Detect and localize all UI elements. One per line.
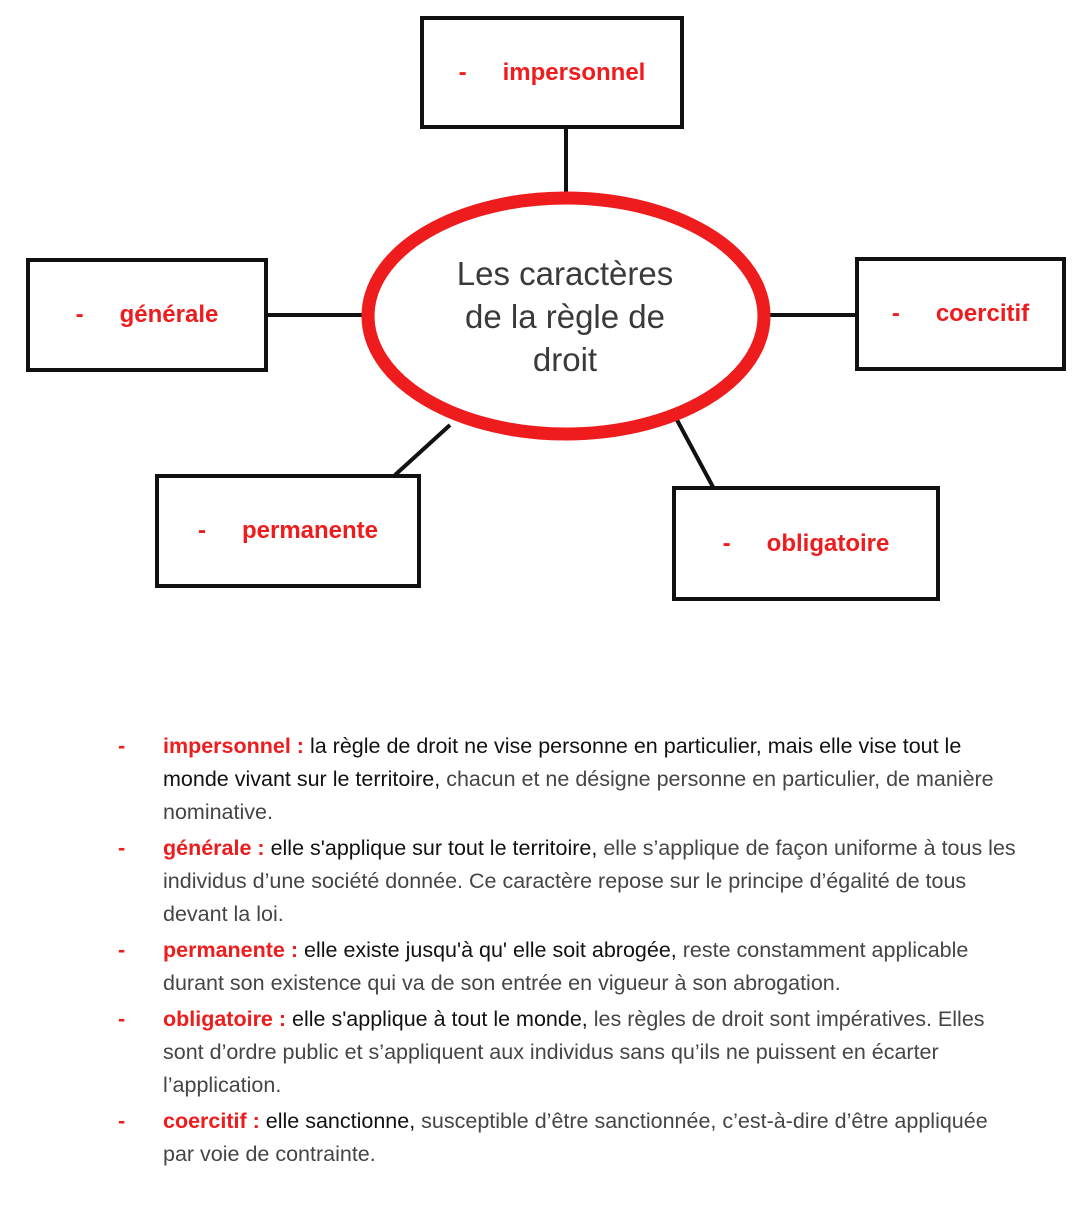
node-label: impersonnel	[502, 58, 646, 86]
definition-rest: chacun et ne désigne personne en particulier, de manière nominative.	[163, 767, 994, 824]
node-label: obligatoire	[766, 529, 890, 557]
center-title-line: Les caractères	[456, 255, 674, 292]
definition-main: elle sanctionne,	[265, 1109, 416, 1133]
bullet: -	[118, 734, 126, 758]
node-obligatoire	[672, 486, 940, 601]
definition-main: elle s'applique à tout le monde,	[292, 1007, 588, 1031]
node-dash: -	[458, 58, 467, 86]
definitions-list	[118, 730, 1018, 1174]
bullet: -	[118, 1109, 126, 1133]
node-dash: -	[722, 529, 731, 557]
node-dash: -	[891, 300, 900, 327]
node-label: générale	[119, 301, 219, 328]
definition-term: obligatoire :	[163, 1007, 287, 1031]
node-dash: -	[75, 301, 84, 328]
bullet: -	[118, 1007, 126, 1031]
center-title	[420, 252, 710, 381]
connector-obligatoire	[677, 420, 713, 487]
definition-rest: reste constamment applicable durant son existence qui va de son entrée en vigueur à son abrogation.	[163, 938, 969, 995]
definition-item	[118, 730, 1018, 829]
definition-rest: les règles de droit sont impératives. Elles sont d’ordre public et s’appliquent aux individus sans qu’ils ne puissent en écarter l’application.	[163, 1007, 985, 1097]
definition-item	[118, 832, 1018, 931]
node-impersonnel	[420, 16, 684, 129]
definition-main: elle existe jusqu'à qu' elle soit abrogée,	[304, 938, 677, 962]
definition-rest: susceptible d’être sanctionnée, c’est-à-dire d’être appliquée par voie de contrainte.	[163, 1109, 988, 1166]
definition-item	[118, 1003, 1018, 1102]
definition-rest: elle s’applique de façon uniforme à tous les individus d’une société donnée. Ce caractère repose sur le principe d’égalité de tous devant la loi.	[163, 836, 1016, 926]
node-label: permanente	[241, 517, 379, 544]
bullet: -	[118, 938, 126, 962]
node-label: coercitif	[935, 300, 1030, 327]
bullet: -	[118, 836, 126, 860]
definition-item	[118, 1105, 1018, 1171]
node-coercitif	[855, 257, 1066, 371]
definition-main: la règle de droit ne vise personne en particulier, mais elle vise tout le monde vivant sur le territoire,	[163, 734, 962, 791]
center-title-line: de la règle de	[465, 298, 665, 335]
definition-term: générale :	[163, 836, 265, 860]
definition-term: impersonnel :	[163, 734, 304, 758]
node-permanente	[155, 474, 421, 588]
definition-term: coercitif :	[163, 1109, 260, 1133]
node-generale	[26, 258, 268, 372]
definition-main: elle s'applique sur tout le territoire,	[270, 836, 598, 860]
connector-permanente	[395, 425, 450, 475]
definition-term: permanente :	[163, 938, 299, 962]
definition-item	[118, 934, 1018, 1000]
node-dash: -	[197, 517, 206, 544]
center-title-line: droit	[532, 341, 598, 378]
